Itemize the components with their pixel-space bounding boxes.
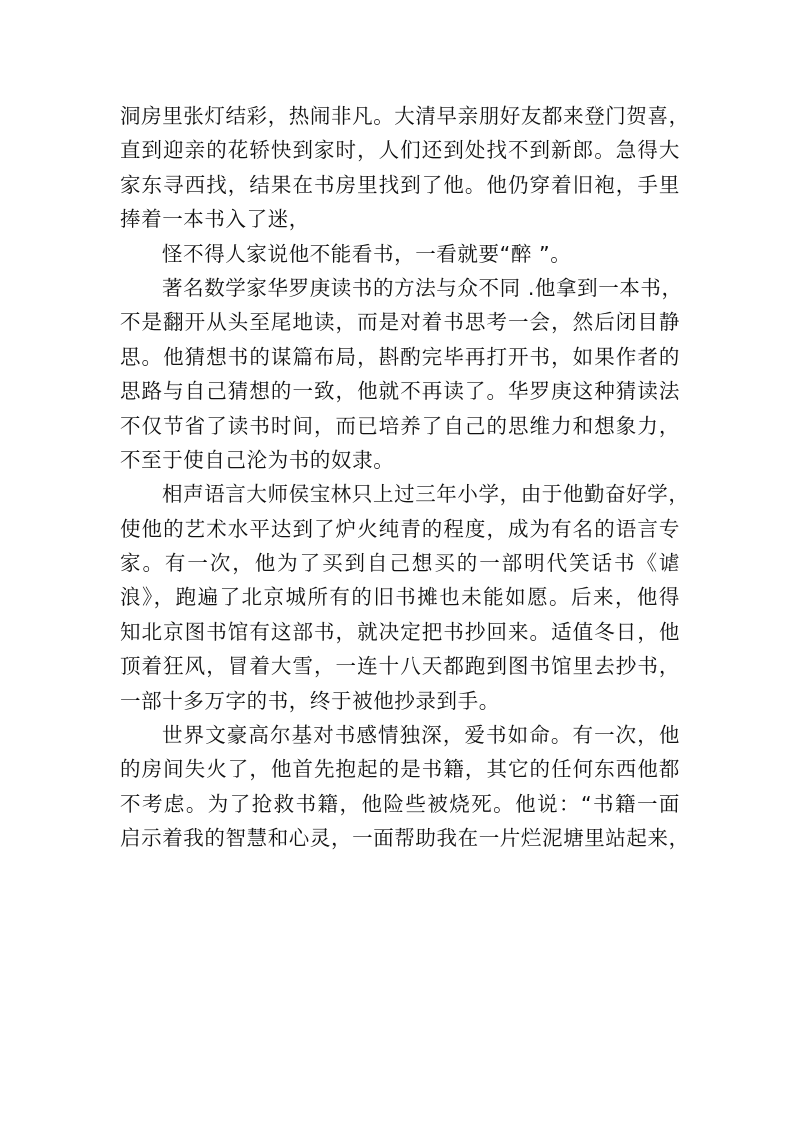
text-line: 使他的艺术水平达到了炉火纯青的程度，成为有名的语言专 — [120, 516, 680, 541]
text-line: 相声语言大师侯宝林只上过三年小学，由于他勤奋好学， — [162, 482, 690, 507]
text-line: 直到迎亲的花轿快到家时，人们还到处找不到新郎。急得大 — [120, 138, 680, 163]
text-line: 怪不得人家说他不能看书，一看就要“醉 ”。 — [162, 241, 572, 266]
text-line: 不仅节省了读书时间，而已培养了自己的思维力和想象力， — [120, 413, 680, 438]
text-line: 家东寻西找，结果在书房里找到了他。他仍穿着旧袍，手里 — [120, 172, 680, 197]
paragraph — [120, 477, 690, 718]
text-line: 一部十多万字的书，终于被他抄录到手。 — [120, 688, 500, 713]
paragraph — [120, 271, 683, 477]
text-line: 思路与自己猜想的一致，他就不再读了。华罗庚这种猜读法 — [120, 379, 680, 404]
text-line: 不是翻开从头至尾地读，而是对着书思考一会，然后闭目静 — [120, 310, 680, 335]
text-line: 不考虑。为了抢救书籍，他险些被烧死。他说：“书籍一面 — [120, 791, 680, 816]
paragraph — [120, 718, 690, 856]
text-line: 启示着我的智慧和心灵，一面帮助我在一片烂泥塘里站起来， — [120, 826, 690, 851]
text-line: 捧着一本书入了迷， — [120, 207, 310, 232]
text-line: 浪》，跑遍了北京城所有的旧书摊也未能如愿。后来，他得 — [120, 585, 680, 610]
text-line: 思。他猜想书的谋篇布局，斟酌完毕再打开书，如果作者的 — [120, 344, 680, 369]
text-line: 著名数学家华罗庚读书的方法与众不同 .他拿到一本书， — [162, 275, 683, 300]
paragraph — [120, 99, 690, 237]
text-line: 洞房里张灯结彩，热闹非凡。大清早亲朋好友都来登门贺喜， — [120, 104, 690, 128]
body-text — [120, 99, 690, 856]
text-line: 不至于使自己沦为书的奴隶。 — [120, 447, 395, 472]
text-line: 知北京图书馆有这部书，就决定把书抄回来。适值冬日，他 — [120, 619, 680, 644]
paragraph — [120, 237, 680, 271]
text-line: 世界文豪高尔基对书感情独深，爱书如命。有一次，他 — [162, 723, 680, 748]
text-line: 的房间失火了，他首先抱起的是书籍，其它的任何东西他都 — [120, 757, 680, 782]
text-line: 家。有一次，他为了买到自己想买的一部明代笑话书《谑 — [120, 551, 680, 576]
text-line: 顶着狂风，冒着大雪，一连十八天都跑到图书馆里去抄书， — [120, 654, 680, 679]
